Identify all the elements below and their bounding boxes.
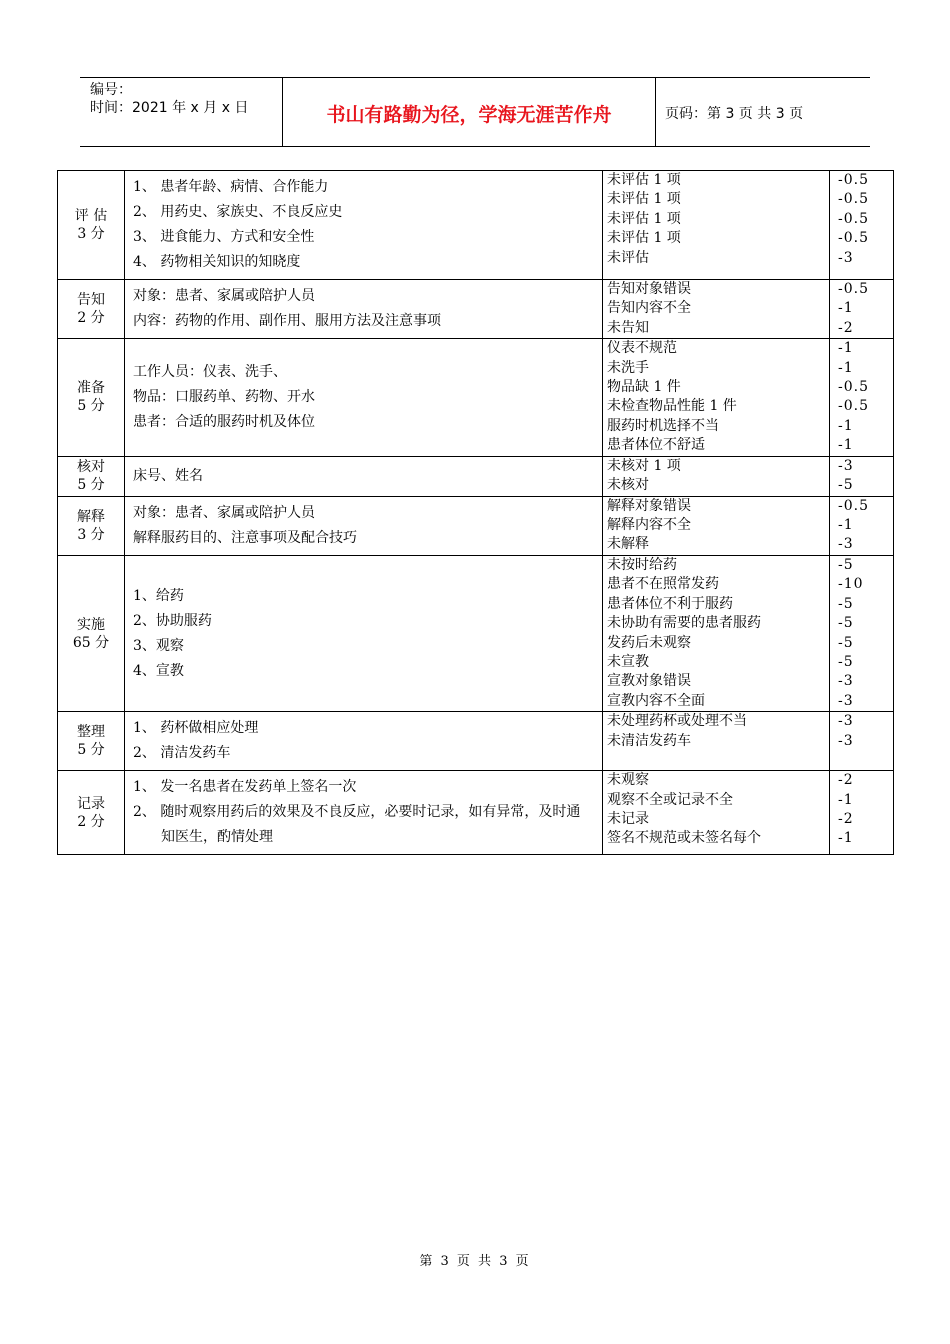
category-cell (58, 339, 125, 456)
table-row (58, 555, 894, 711)
category-cell (58, 712, 125, 771)
deduction-item: 物品缺 1 件 (607, 379, 681, 396)
points-value: -0.5 (838, 379, 869, 396)
deduction-cell (603, 339, 830, 456)
content-cell (125, 456, 603, 496)
points-value: -1 (838, 417, 854, 434)
table-row (58, 339, 894, 456)
content-item: 患者：合适的服药时机及体位 (133, 413, 315, 430)
points-value: -0.5 (838, 172, 869, 188)
deduction-item: 未检查物品性能 1 件 (607, 398, 737, 415)
deduction-item: 未协助有需要的患者服药 (607, 615, 761, 632)
content-item: 内容：药物的作用、副作用、服用方法及注意事项 (133, 313, 441, 330)
deduction-item: 解释内容不全 (607, 517, 691, 534)
points-value: -3 (838, 692, 854, 709)
deduction-item: 告知内容不全 (607, 300, 691, 317)
deduction-cell (603, 555, 830, 711)
deduction-cell (603, 712, 830, 771)
content-item: 床号、姓名 (133, 467, 203, 484)
content-cell (125, 712, 603, 771)
deduction-item: 签名不规范或未签名每个 (607, 830, 761, 847)
document-time-label: 时间：2021 年 x 月 x 日 (90, 100, 249, 116)
points-value: -3 (838, 713, 854, 730)
category-text: 65 分 (72, 634, 110, 651)
scoring-table (57, 170, 894, 855)
content-item: 2、协助服药 (133, 612, 212, 629)
category-text: 记录 (77, 795, 105, 812)
points-value: -3 (838, 536, 854, 553)
points-value: -3 (838, 673, 854, 690)
content-item: 2、 随时观察用药后的效果及不良反应，必要时记录，如有异常，及时通知医生，酌情处理 (133, 804, 581, 846)
deduction-item: 患者体位不利于服药 (607, 595, 733, 612)
points-value: -5 (838, 634, 854, 651)
points-value: -1 (838, 791, 854, 808)
category-text: 5 分 (77, 398, 105, 415)
category-text: 5 分 (77, 477, 105, 494)
deduction-cell (603, 280, 830, 339)
content-item: 4、 药物相关知识的知晓度 (133, 254, 301, 270)
content-item: 2、 清洁发药车 (133, 745, 231, 762)
points-value: -5 (838, 477, 854, 494)
category-text: 解释 (77, 508, 105, 525)
points-value: -10 (838, 576, 864, 593)
category-cell (58, 280, 125, 339)
content-cell (125, 171, 603, 280)
points-value: -0.5 (838, 398, 869, 415)
deduction-cell (603, 771, 830, 855)
deduction-item: 未观察 (607, 772, 649, 789)
content-cell (125, 771, 603, 855)
category-cell (58, 555, 125, 711)
deduction-item: 未评估 (607, 249, 649, 266)
points-cell (830, 771, 894, 855)
deduction-cell (603, 496, 830, 555)
category-cell (58, 496, 125, 555)
deduction-item: 未洗手 (607, 359, 649, 376)
points-value: -0.5 (838, 497, 869, 514)
points-value: -5 (838, 653, 854, 670)
deduction-item: 未核对 (607, 477, 649, 494)
deduction-item: 未评估 1 项 (607, 210, 681, 227)
points-value: -5 (838, 595, 854, 612)
points-cell (830, 712, 894, 771)
points-value: -0.5 (838, 281, 869, 297)
content-item: 对象：患者、家属或陪护人员 (133, 288, 315, 305)
deduction-item: 未处理药杯或处理不当 (607, 713, 747, 730)
points-value: -0.5 (838, 191, 869, 208)
deduction-item: 未按时给药 (607, 556, 677, 573)
deduction-item: 未宣教 (607, 653, 649, 670)
deduction-item: 未评估 1 项 (607, 191, 681, 208)
deduction-item: 宣教内容不全面 (607, 692, 705, 709)
content-item: 2、 用药史、家族史、不良反应史 (133, 204, 343, 220)
points-value: -1 (838, 437, 854, 454)
deduction-item: 告知对象错误 (607, 281, 691, 297)
category-text: 核对 (77, 459, 105, 476)
document-number-label: 编号： (90, 82, 132, 98)
category-text: 3 分 (77, 526, 105, 543)
table-row (58, 171, 894, 280)
deduction-item: 未告知 (607, 319, 649, 336)
category-text: 2 分 (77, 813, 105, 830)
category-cell (58, 171, 125, 280)
content-item: 1、 患者年龄、病情、合作能力 (133, 179, 329, 195)
category-text: 3 分 (77, 226, 105, 242)
category-text: 准备 (77, 380, 105, 397)
deduction-item: 解释对象错误 (607, 497, 691, 514)
deduction-item: 未核对 1 项 (607, 457, 681, 474)
category-text: 告知 (77, 292, 105, 309)
points-value: -1 (838, 340, 854, 357)
page-footer: 第 3 页 共 3 页 (419, 1254, 531, 1269)
content-item: 1、 发一名患者在发药单上签名一次 (133, 779, 357, 796)
content-item: 1、 药杯做相应处理 (133, 720, 259, 737)
table-row (58, 280, 894, 339)
points-value: -2 (838, 319, 854, 336)
points-value: -3 (838, 457, 854, 474)
points-value: -2 (838, 772, 854, 789)
points-value: -2 (838, 810, 854, 827)
points-value: -5 (838, 556, 854, 573)
points-cell (830, 171, 894, 280)
deduction-item: 宣教对象错误 (607, 673, 691, 690)
header-divider (655, 78, 656, 146)
deduction-item: 发药后未观察 (607, 634, 691, 651)
content-cell (125, 339, 603, 456)
page-header (80, 77, 870, 147)
deduction-item: 患者体位不舒适 (607, 437, 705, 454)
deduction-item: 服药时机选择不当 (607, 417, 719, 434)
header-page-label: 页码：第 3 页 共 3 页 (665, 106, 804, 122)
points-value: -5 (838, 615, 854, 632)
deduction-item: 未清洁发药车 (607, 732, 691, 749)
deduction-item: 观察不全或记录不全 (607, 791, 733, 808)
content-item: 工作人员：仪表、洗手、 (133, 363, 287, 380)
table-row (58, 712, 894, 771)
category-cell (58, 456, 125, 496)
content-item: 解释服药目的、注意事项及配合技巧 (133, 529, 357, 546)
points-cell (830, 339, 894, 456)
deduction-item: 患者不在照常发药 (607, 576, 719, 593)
deduction-item: 未解释 (607, 536, 649, 553)
deduction-item: 仪表不规范 (607, 340, 677, 357)
deduction-cell (603, 171, 830, 280)
content-item: 3、观察 (133, 637, 184, 654)
category-text: 5 分 (77, 742, 105, 759)
points-value: -1 (838, 830, 854, 847)
header-meta (90, 81, 248, 117)
points-value: -3 (838, 249, 854, 266)
content-cell (125, 496, 603, 555)
table-row (58, 456, 894, 496)
content-item: 物品：口服药单、药物、开水 (133, 388, 315, 405)
points-value: -1 (838, 359, 854, 376)
table-row (58, 496, 894, 555)
points-cell (830, 496, 894, 555)
deduction-item: 未记录 (607, 810, 649, 827)
points-value: -0.5 (838, 230, 869, 247)
points-cell (830, 280, 894, 339)
deduction-item: 未评估 1 项 (607, 230, 681, 247)
content-item: 3、 进食能力、方式和安全性 (133, 229, 315, 245)
header-motto: 书山有路勤为径，学海无涯苦作舟 (326, 104, 612, 126)
points-cell (830, 456, 894, 496)
content-item: 4、宣教 (133, 662, 184, 679)
points-value: -0.5 (838, 210, 869, 227)
category-text: 整理 (77, 724, 105, 741)
points-cell (830, 555, 894, 711)
category-text: 2 分 (77, 310, 105, 327)
points-value: -3 (838, 732, 854, 749)
content-cell (125, 280, 603, 339)
category-text: 实施 (77, 616, 105, 633)
deduction-item: 未评估 1 项 (607, 172, 681, 188)
deduction-cell (603, 456, 830, 496)
points-value: -1 (838, 300, 854, 317)
content-cell (125, 555, 603, 711)
category-cell (58, 771, 125, 855)
points-value: -1 (838, 517, 854, 534)
content-item: 对象：患者、家属或陪护人员 (133, 504, 315, 521)
table-row (58, 771, 894, 855)
category-text: 评 估 (74, 208, 108, 224)
content-item: 1、给药 (133, 587, 184, 604)
